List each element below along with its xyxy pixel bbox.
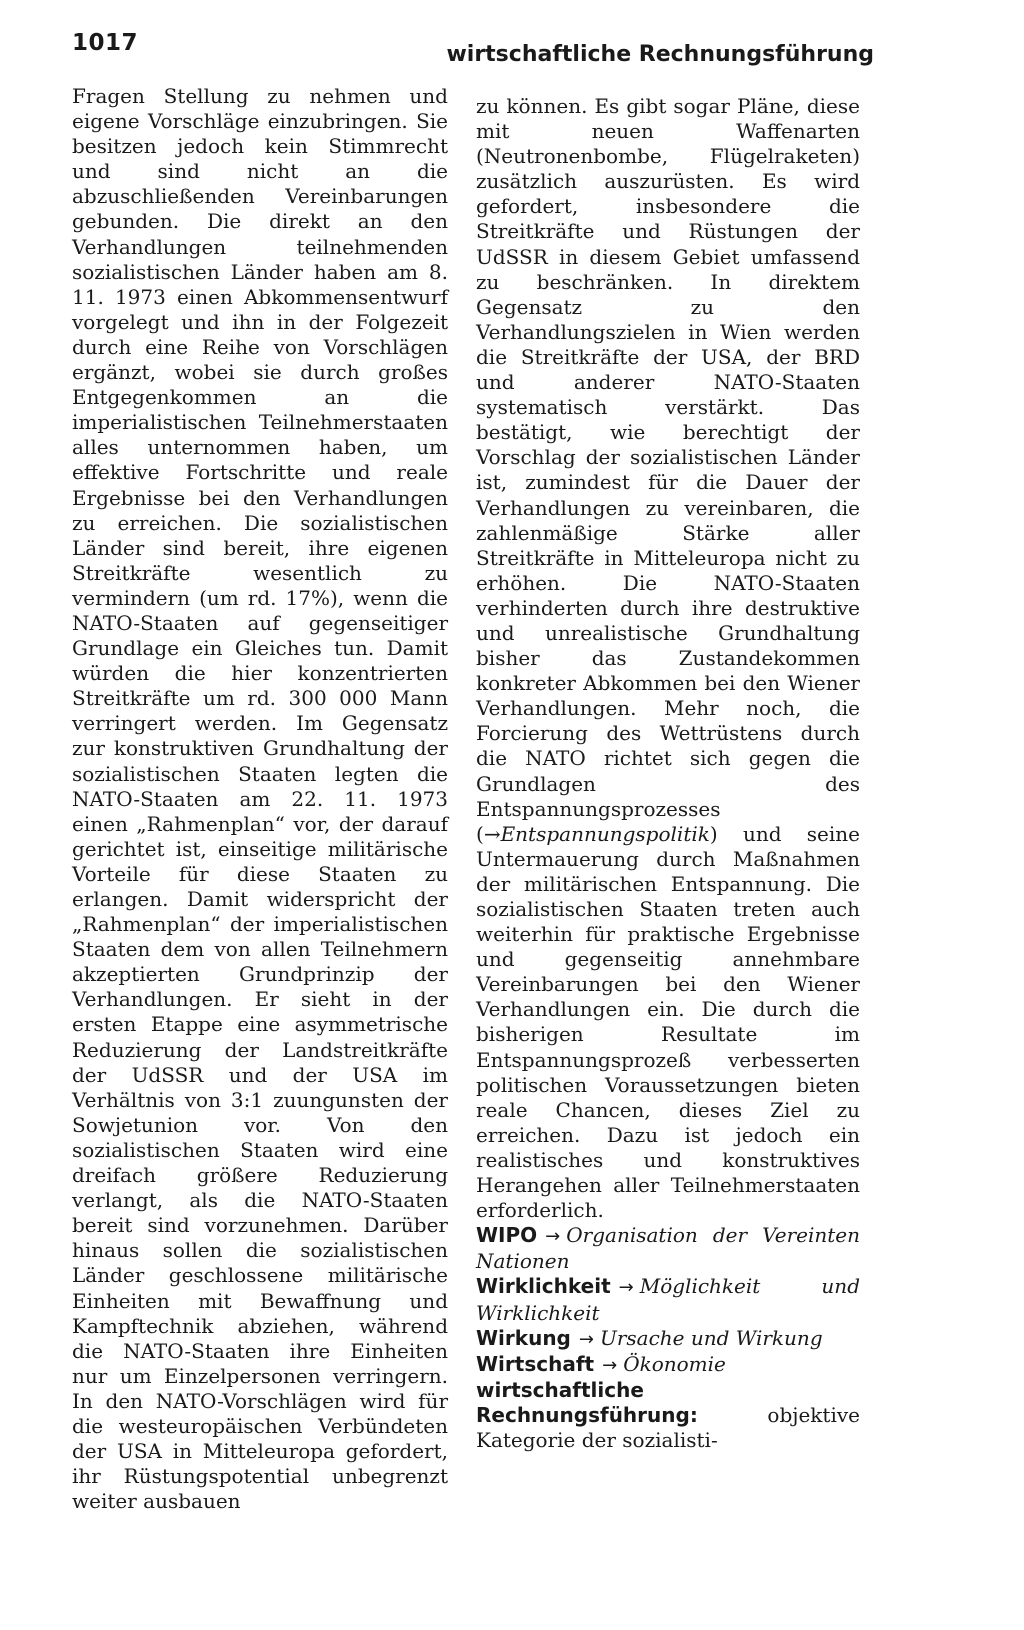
- right-text-after-ref: ) und seine Untermauerung durch Maßnahmen der militärischen Entspannung. Die sozialistischen Staaten treten auch weiterhin für praktische Ergebnisse und gegenseitig annehmbare Vereinbarungen bei den Wiener Verhandlungen ein. Die durch die bisherigen Resultate im Entspannungsprozeß verbesserten politischen Voraussetzungen bieten reale Chancen, dieses Ziel zu erreichen. Dazu ist jedoch ein realistisches und konstruktives Herangehen aller Teilnehmerstaaten erforderlich.: [476, 821, 860, 1223]
- left-column-text: Fragen Stellung zu nehmen und eigene Vorschläge einzubringen. Sie besitzen jedoch kein Stimmrecht und sind nicht an die abzuschließenden Vereinbarungen gebunden. Die direkt an den Verhandlungen teilnehmenden sozialistischen Länder haben am 8. 11. 1973 einen Abkommensentwurf vorgelegt und ihn in der Folgezeit durch eine Reihe von Vorschlägen ergänzt, wobei sie durch großes Entgegenkommen an die imperialistischen Teilnehmerstaaten alles unternommen haben, um effektive Fortschritte und reale Ergebnisse bei den Verhandlungen zu erreichen. Die sozialistischen Länder sind bereit, ihre eigenen Streitkräfte wesentlich zu vermindern (um rd. 17%), wenn die NATO-Staaten auf gegenseitiger Grundlage ein Gleiches tun. Damit würden die hier konzentrierten Streitkräfte um rd. 300 000 Mann verringert werden. Im Gegensatz zur konstruktiven Grundhaltung der sozialistischen Staaten legten die NATO-Staaten am 22. 11. 1973 einen „Rahmenplan“ vor, der darauf gerichtet ist, einseitige militärische Vorteile für diese Staaten zu erlangen. Damit widerspricht der „Rahmenplan“ der imperialistischen Staaten dem von allen Teilnehmern akzeptierten Grundprinzip der Verhandlungen. Er sieht in der ersten Etappe eine asymmetrische Reduzierung der Landstreitkräfte der UdSSR und der USA im Verhältnis von 3:1 zuungunsten der Sowjetunion vor. Von den sozialistischen Staaten wird eine dreifach größere Reduzierung verlangt, als die NATO-Staaten bereit sind vorzunehmen. Darüber hinaus sollen die sozialistischen Länder geschlossene militärische Einheiten mit Bewaffnung und Kampftechnik abziehen, während die NATO-Staaten ihre Einheiten nur um Einzelpersonen verringern. In den NATO-Vorschlägen wird für die westeuropäischen Verbündeten der USA in Mitteleuropa gefordert, ihr Rüstungspotential unbegrenzt weiter ausbauen: [72, 84, 448, 1514]
- definition-keyword: wirtschaftliche Rechnungsführung:: [476, 1377, 698, 1427]
- right-column: [476, 94, 860, 1453]
- entry-wipo: [476, 1223, 860, 1274]
- entry-wirklichkeit: [476, 1274, 860, 1325]
- right-column-text: [476, 94, 860, 1223]
- arrow-icon: →: [578, 1328, 594, 1350]
- entry-wirkung: [476, 1326, 860, 1352]
- running-head: wirtschaftliche Rechnungsführung: [446, 42, 874, 67]
- left-column: [72, 84, 448, 1514]
- entry-reference: Organisation der Vereinten Nationen: [476, 1223, 860, 1274]
- arrow-icon: →: [618, 1277, 634, 1299]
- entry-wirtschaft: [476, 1352, 860, 1378]
- right-text-before-ref: zu können. Es gibt sogar Pläne, diese mit neuen Waffenarten (Neutronenbombe, Flügelraketen) zusätzlich auszurüsten. Es wird gefordert, insbesondere die Streitkräfte und Rüstungen der UdSSR in diesem Gebiet umfassend zu beschränken. In direktem Gegensatz zu den Verhandlungszielen in Wien werden die Streitkräfte der USA, der BRD und anderer NATO-Staaten systematisch verstärkt. Das bestätigt, wie berechtigt der Vorschlag der sozialistischen Länder ist, zumindest für die Dauer der Verhandlungen zu vereinbaren, die zahlenmäßige Stärke aller Streitkräfte in Mitteleuropa nicht zu erhöhen. Die NATO-Staaten verhinderten durch ihre destruktive und unrealistische Grundhaltung bisher das Zustandekommen konkreter Abkommen bei den Wiener Verhandlungen. Mehr noch, die Forcierung des Wettrüstens durch die NATO richtet sich gegen die Grundlagen des Entspannungsprozesses (: [476, 94, 860, 846]
- inline-arrow-icon: →: [483, 821, 501, 846]
- arrow-icon: →: [602, 1354, 618, 1376]
- entry-wirtschaftliche-rechnungsfuehrung: [476, 1378, 860, 1453]
- entry-reference: Ursache und Wirkung: [599, 1325, 823, 1350]
- entry-reference: Möglichkeit und Wirklichkeit: [476, 1274, 860, 1325]
- definition-text: objektive Kategorie der sozialisti-: [476, 1402, 860, 1452]
- page-number: 1017: [72, 30, 139, 56]
- entry-reference: Ökonomie: [623, 1351, 726, 1376]
- arrow-icon: →: [545, 1226, 561, 1248]
- entry-keyword: Wirklichkeit: [476, 1274, 611, 1299]
- inline-reference: Entspannungspolitik: [500, 821, 710, 846]
- entry-keyword: WIPO: [476, 1223, 538, 1248]
- entry-keyword: Wirtschaft: [476, 1351, 595, 1376]
- entry-keyword: Wirkung: [476, 1325, 571, 1350]
